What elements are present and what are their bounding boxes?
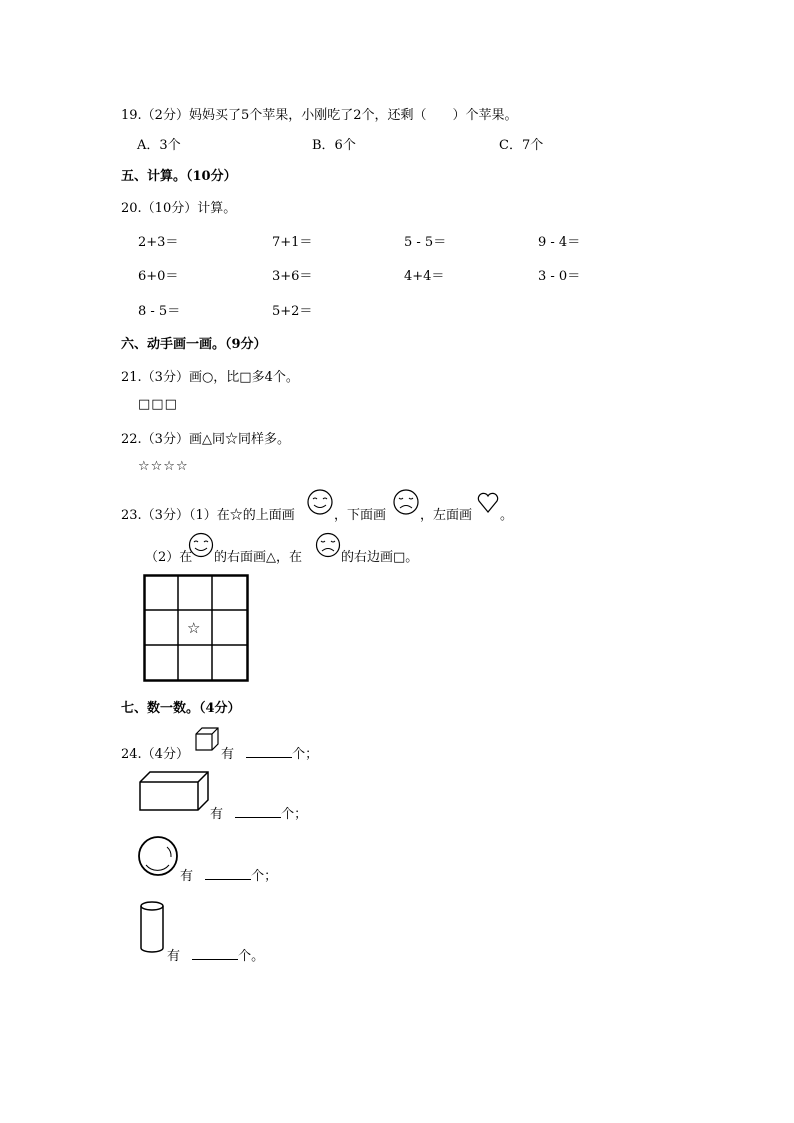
cylinder-answer-blank[interactable] [192,947,238,960]
question-22: 22.（3分）画△同☆同样多。 [121,432,290,447]
question-24: 24.（4分） [121,747,189,762]
has-label: 有 [210,807,224,822]
stars-figure: ☆☆☆☆ [138,459,189,474]
q19-option-c[interactable]: C．7个 [499,138,544,153]
calc-item: 3+6＝ [272,269,313,284]
smiley-face-icon [188,532,214,558]
sphere-icon [137,835,181,879]
q23-mid2: ，左面画 [420,508,473,523]
sphere-answer-blank[interactable] [205,867,251,880]
sphere-count-row [180,865,277,884]
question-19: 19.（2分）妈妈买了5个苹果，小刚吃了2个，还剩（ ）个苹果。 [121,108,518,123]
calc-item: 8 - 5＝ [138,304,181,319]
question-20: 20.（10分）计算。 [121,201,237,216]
section-5-title: 五、计算。（10分） [121,169,237,184]
cuboid-count-row [210,803,307,822]
section-7-title: 七、数一数。（4分） [121,701,241,716]
question-21: 21.（3分）画○，比□多4个。 [121,370,299,385]
row-end: 个； [281,807,308,822]
row-end: 个； [251,869,278,884]
grid-star-icon: ☆ [187,619,201,637]
cylinder-icon [138,900,166,956]
squares-figure: □□□ [138,397,178,412]
q23-line2-b: 的右面画△，在 [214,550,302,565]
calc-item: 5+2＝ [272,304,313,319]
cube-icon [194,726,220,752]
cube-answer-blank[interactable] [246,745,292,758]
row-end: 个； [292,747,319,762]
q23-line2-a: （2）在 [145,550,193,565]
cuboid-answer-blank[interactable] [235,805,281,818]
has-label: 有 [167,949,181,964]
cuboid-icon [138,770,210,812]
calc-item: 2+3＝ [138,235,179,250]
cylinder-count-row [167,945,264,964]
calc-item: 4+4＝ [404,269,445,284]
calc-item: 5 - 5＝ [404,235,447,250]
frowning-face-icon [392,488,420,516]
heart-icon [476,490,500,514]
calc-item: 7+1＝ [272,235,313,250]
has-label: 有 [221,747,235,762]
row-end: 个。 [238,949,265,964]
smiley-face-icon [306,488,334,516]
q19-option-a[interactable]: A．3个 [137,138,181,153]
calc-item: 9 - 4＝ [538,235,581,250]
calc-item: 3 - 0＝ [538,269,581,284]
section-6-title: 六、动手画一画。（9分） [121,337,267,352]
has-label: 有 [180,869,194,884]
frowning-face-icon [315,532,341,558]
q23-prefix: 23.（3分）（1）在☆的上面画 [121,508,295,523]
q23-end: 。 [500,508,514,523]
q23-line2-c: 的右边画□。 [341,550,419,565]
q19-option-b[interactable]: B．6个 [312,138,356,153]
q23-mid1: ，下面画 [334,508,387,523]
cube-count-row [221,743,318,762]
calc-item: 6+0＝ [138,269,179,284]
